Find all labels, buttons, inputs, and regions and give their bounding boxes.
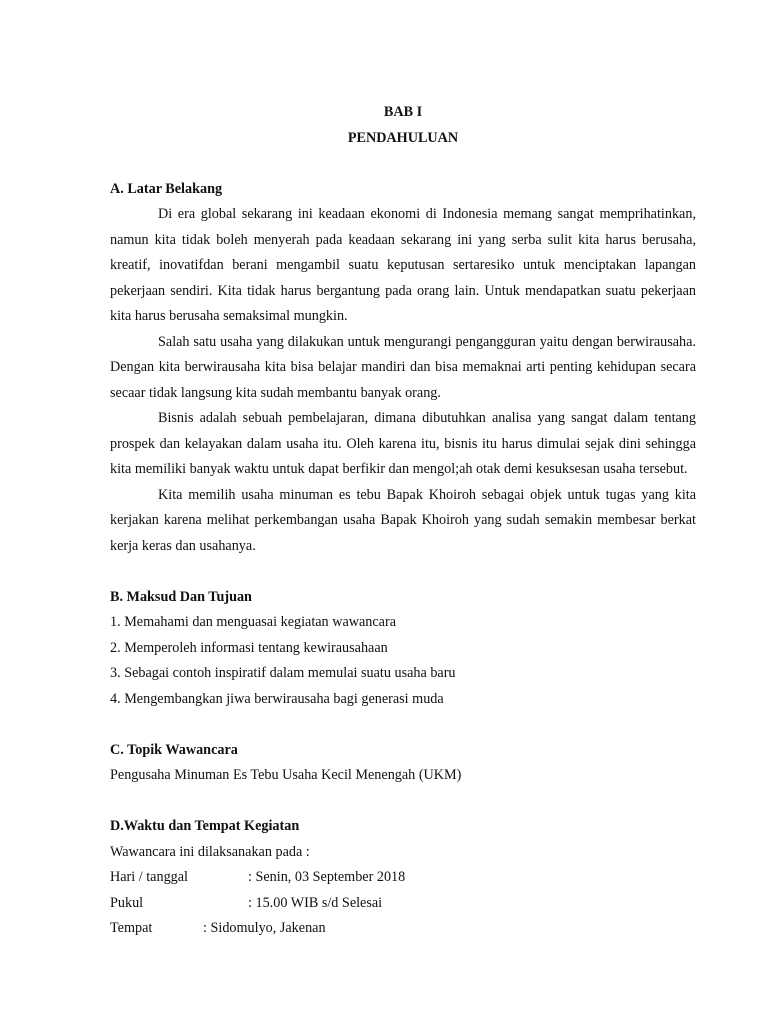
list-item: 4. Mengembangkan jiwa berwirausaha bagi generasi muda	[110, 690, 444, 707]
list-item: 1. Memahami dan menguasai kegiatan wawancara	[110, 614, 396, 630]
schedule-value: : 15.00 WIB s/d Selesai	[248, 894, 383, 911]
spacer	[110, 712, 696, 738]
section-c-text: Pengusaha Minuman Es Tebu Usaha Kecil Menengah (UKM)	[110, 767, 462, 783]
section-d-heading: D.Waktu dan Tempat Kegiatan	[110, 818, 300, 834]
chapter-title: PENDAHULUAN	[347, 129, 459, 146]
section-d-intro: Wawancara ini dilaksanakan pada :	[110, 843, 310, 860]
schedule-value: : Sidomulyo, Jakenan	[203, 920, 326, 936]
section-c-heading: C. Topik Wawancara	[110, 741, 238, 758]
schedule-value: : Senin, 03 September 2018	[248, 869, 406, 885]
section-b-heading: B. Maksud Dan Tujuan	[110, 588, 252, 605]
spacer	[110, 151, 696, 177]
section-a-paragraph-1: Di era global sekarang ini keadaan ekonomi di Indonesia memang sangat memprihatinkan, namun kita tidak boleh menyerah pada keadaan sekarang ini yang serba sulit kita harus berusaha, kreatif, inovatifdan berani mengambil suatu keputusan sertaresiko untuk menciptakan lapangan pekerjaan sendiri. Kita tidak harus bergantung pada orang lain. Untuk mendapatkan suatu pekerjaan kita harus berusaha semaksimal mungkin.	[110, 206, 696, 324]
section-a-heading: A. Latar Belakang	[110, 180, 223, 197]
schedule-label: Pukul	[110, 894, 144, 911]
spacer	[110, 789, 696, 815]
schedule-row-time	[110, 891, 696, 917]
list-item: 2. Memperoleh informasi tentang kewirausahaan	[110, 639, 388, 656]
list-item: 3. Sebagai contoh inspiratif dalam memulai suatu usaha baru	[110, 665, 456, 681]
chapter-number: BAB I	[383, 104, 423, 120]
section-a-paragraph-3: Bisnis adalah sebuah pembelajaran, dimana dibutuhkan analisa yang sangat dalam tentang prospek dan kelayakan dalam usaha itu. Oleh karena itu, bisnis itu harus dimulai sejak dini sehingga kita memiliki banyak waktu untuk dapat berfikir dan mengol;ah otak demi kesuksesan usaha tersebut.	[110, 410, 696, 477]
section-a-paragraph-4: Kita memilih usaha minuman es tebu Bapak Khoiroh sebagai objek untuk tugas yang kita kerjakan karena melihat perkembangan usaha Bapak Khoiroh yang sudah semakin membesar berkat kerja keras dan usahanya.	[110, 486, 696, 554]
schedule-row-place	[110, 916, 696, 942]
section-a-paragraph-2: Salah satu usaha yang dilakukan untuk mengurangi pengangguran yaitu dengan berwirausaha. Dengan kita berwirausaha kita bisa belajar mandiri dan bisa memaknai arti penting kehidupan secara secaar tidak langsung kita sudah membantu banyak orang.	[110, 333, 696, 401]
schedule-label: Tempat	[110, 920, 153, 936]
schedule-row-date	[110, 865, 696, 891]
spacer	[110, 559, 696, 585]
schedule-label: Hari / tanggal	[110, 869, 189, 885]
document-page	[110, 100, 696, 942]
